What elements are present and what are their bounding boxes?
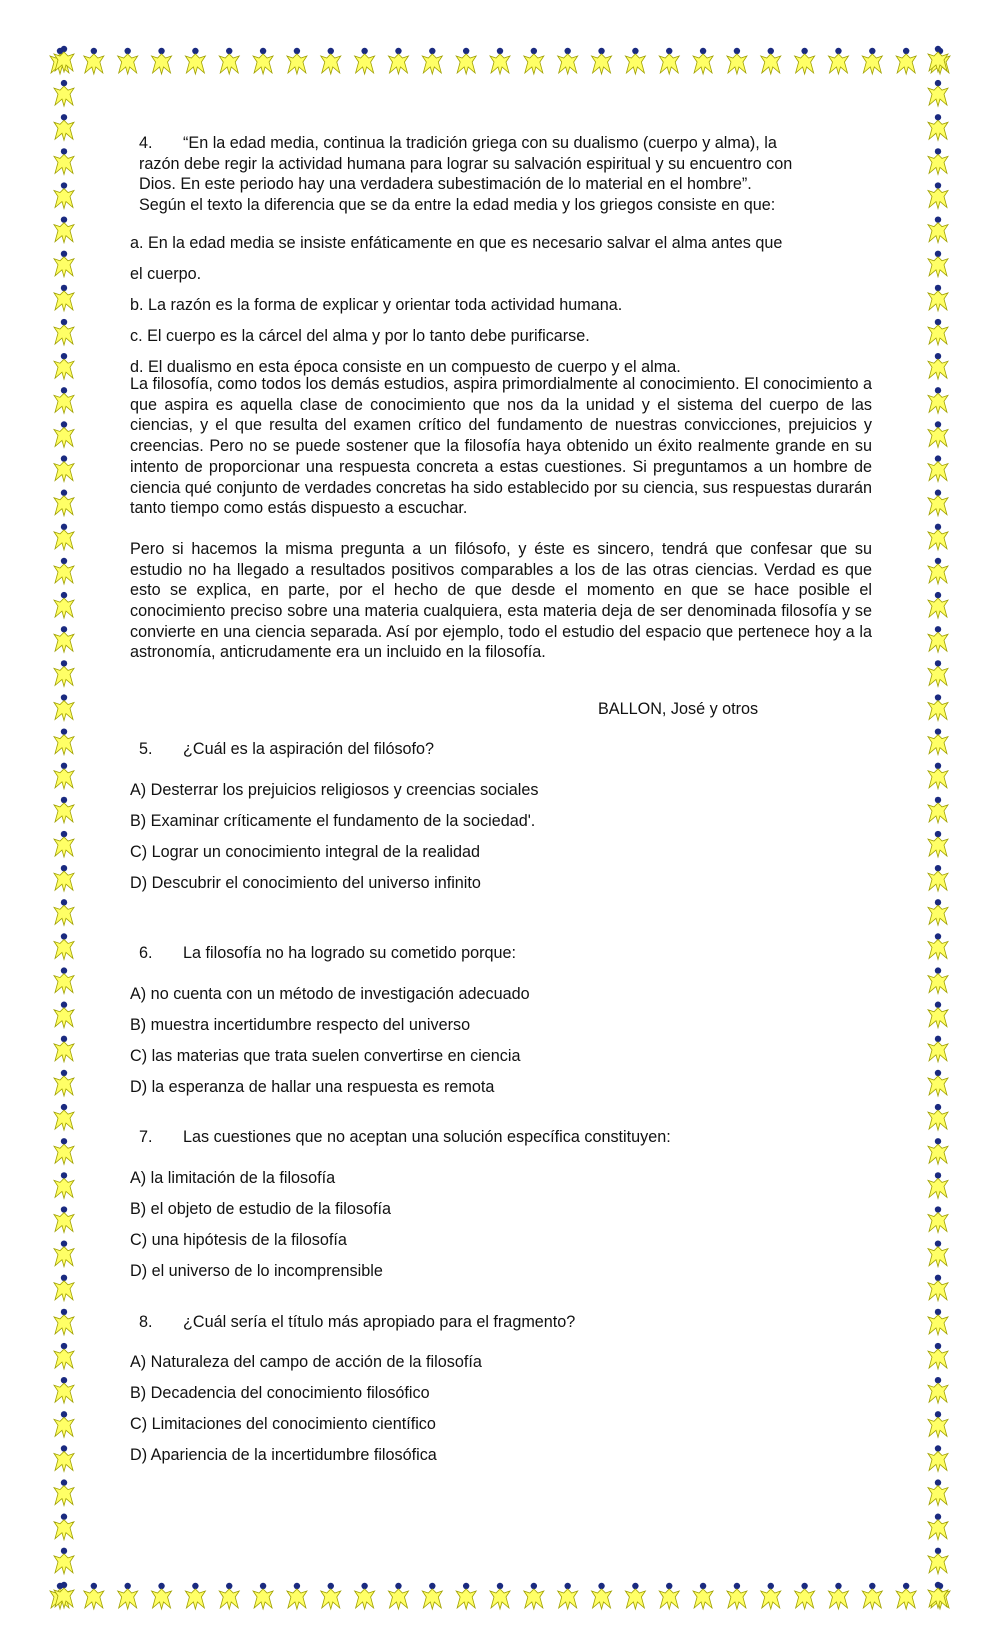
question-4-option-a-cont: el cuerpo. xyxy=(130,265,202,283)
star-figure-icon xyxy=(592,48,612,74)
star-figure-icon xyxy=(928,353,948,379)
star-figure-icon xyxy=(659,1583,679,1609)
question-7-number: 7. xyxy=(139,1128,153,1146)
star-figure-icon xyxy=(54,490,74,516)
question-5-number: 5. xyxy=(139,740,153,758)
question-4-option-b[interactable]: b. La razón es la forma de explicar y orientar toda actividad humana. xyxy=(130,296,623,314)
star-figure-icon xyxy=(928,1377,948,1403)
question-8-option-c[interactable]: C) Limitaciones del conocimiento científico xyxy=(130,1415,436,1433)
star-figure-icon xyxy=(761,1583,781,1609)
star-figure-icon xyxy=(54,899,74,925)
star-figure-icon xyxy=(152,48,172,74)
question-6-option-c[interactable]: C) las materias que trata suelen convertirse en ciencia xyxy=(130,1047,521,1065)
star-figure-icon xyxy=(54,1445,74,1471)
question-8-number: 8. xyxy=(139,1313,153,1331)
star-figure-icon xyxy=(928,1240,948,1266)
star-figure-icon xyxy=(928,626,948,652)
question-6-option-d[interactable]: D) la esperanza de hallar una respuesta es remota xyxy=(130,1078,495,1096)
star-figure-icon xyxy=(185,48,205,74)
question-7-option-a[interactable]: A) la limitación de la filosofía xyxy=(130,1169,336,1187)
star-figure-icon xyxy=(54,728,74,754)
star-figure-icon xyxy=(54,251,74,277)
star-figure-icon xyxy=(928,490,948,516)
question-4-option-d[interactable]: d. El dualismo en esta época consiste en un compuesto de cuerpo y el alma. xyxy=(130,358,681,376)
star-figure-icon xyxy=(928,899,948,925)
star-figure-icon xyxy=(625,48,645,74)
star-figure-icon xyxy=(928,694,948,720)
question-8-option-d[interactable]: D) Apariencia de la incertidumbre filosófica xyxy=(130,1446,437,1464)
star-figure-icon xyxy=(50,48,70,74)
star-figure-icon xyxy=(928,865,948,891)
star-figure-icon xyxy=(54,1104,74,1130)
star-figure-icon xyxy=(928,251,948,277)
star-figure-icon xyxy=(928,763,948,789)
star-figure-icon xyxy=(54,216,74,242)
star-figure-icon xyxy=(388,1583,408,1609)
star-figure-icon xyxy=(524,48,544,74)
star-figure-icon xyxy=(558,1583,578,1609)
question-8-option-b[interactable]: B) Decadencia del conocimiento filosófico xyxy=(130,1384,430,1402)
star-figure-icon xyxy=(287,48,307,74)
question-8-text: ¿Cuál sería el título más apropiado para el fragmento? xyxy=(183,1313,576,1331)
star-figure-icon xyxy=(795,1583,815,1609)
star-figure-icon xyxy=(928,1411,948,1437)
question-5-option-b[interactable]: B) Examinar críticamente el fundamento de la sociedad'. xyxy=(130,812,536,830)
page-border-top xyxy=(40,38,960,82)
star-figure-icon xyxy=(54,46,74,72)
star-figure-icon xyxy=(928,728,948,754)
star-figure-icon xyxy=(54,1036,74,1062)
question-7-option-d[interactable]: D) el universo de lo incomprensible xyxy=(130,1262,383,1280)
star-figure-icon xyxy=(928,1002,948,1028)
star-figure-icon xyxy=(930,48,950,74)
star-figure-icon xyxy=(928,933,948,959)
question-5-option-a[interactable]: A) Desterrar los prejuicios religiosos y creencias sociales xyxy=(130,781,539,799)
star-figure-icon xyxy=(54,1309,74,1335)
star-figure-icon xyxy=(54,592,74,618)
reading-paragraph-2: Pero si hacemos la misma pregunta a un filósofo, y éste es sincero, tendrá que confesar que su estudio no ha llegado a resultados positivos comparables a los de las otras ciencias. Verdad es que esto se explica, en parte, por el hecho de que desde el momento en que se hace posible el conocimiento preciso sobre una materia cualquiera, esta materia deja de ser denominada filosofía y se convierte en una ciencia separada. Así por ejemplo, todo el estudio del espacio que pertenece hoy a la astronomía, anticrudamente era un incluido en la filosofía. xyxy=(130,539,872,662)
question-4-option-c[interactable]: c. El cuerpo es la cárcel del alma y por lo tanto debe purificarse. xyxy=(130,327,590,345)
question-4-options xyxy=(130,233,782,388)
question-7-text: Las cuestiones que no aceptan una solución específica constituyen: xyxy=(183,1128,671,1146)
question-4-line-1: “En la edad media, continua la tradición griega con su dualismo (cuerpo y alma), la xyxy=(183,134,777,152)
star-figure-icon xyxy=(928,46,948,72)
question-8-option-a[interactable]: A) Naturaleza del campo de acción de la filosofía xyxy=(130,1353,482,1371)
star-figure-icon xyxy=(592,1583,612,1609)
star-figure-icon xyxy=(456,48,476,74)
star-figure-icon xyxy=(727,48,747,74)
star-figure-icon xyxy=(84,1583,104,1609)
star-figure-icon xyxy=(54,797,74,823)
star-figure-icon xyxy=(928,1582,948,1608)
star-figure-icon xyxy=(54,285,74,311)
star-figure-icon xyxy=(50,1583,70,1609)
question-7 xyxy=(130,1127,872,1148)
star-figure-icon xyxy=(54,694,74,720)
star-figure-icon xyxy=(54,1479,74,1505)
star-figure-icon xyxy=(185,1583,205,1609)
star-figure-icon xyxy=(490,1583,510,1609)
star-figure-icon xyxy=(928,1206,948,1232)
star-figure-icon xyxy=(54,1343,74,1369)
question-4-line-2: razón debe regir la actividad humana para lograr su salvación espiritual y su encuentro con xyxy=(139,154,793,173)
star-figure-icon xyxy=(930,1583,950,1609)
star-figure-icon xyxy=(54,319,74,345)
star-figure-icon xyxy=(219,48,239,74)
star-figure-icon xyxy=(928,455,948,481)
question-4 xyxy=(130,133,872,216)
question-5-options xyxy=(130,780,538,904)
star-figure-icon xyxy=(54,1172,74,1198)
star-figure-icon xyxy=(625,1583,645,1609)
star-figure-icon xyxy=(896,1583,916,1609)
question-7-option-b[interactable]: B) el objeto de estudio de la filosofía xyxy=(130,1200,391,1218)
star-figure-icon xyxy=(54,660,74,686)
star-figure-icon xyxy=(727,1583,747,1609)
question-4-line-3: Dios. En este periodo hay una verdadera subestimación de lo material en el hombre”. xyxy=(139,175,752,194)
star-figure-icon xyxy=(828,1583,848,1609)
star-figure-icon xyxy=(152,1583,172,1609)
star-figure-icon xyxy=(928,524,948,550)
star-figure-icon xyxy=(54,421,74,447)
reading-author: BALLON, José y otros xyxy=(598,700,759,718)
star-figure-icon xyxy=(928,1172,948,1198)
star-figure-icon xyxy=(456,1583,476,1609)
question-6 xyxy=(130,943,872,964)
star-figure-icon xyxy=(659,48,679,74)
star-figure-icon xyxy=(928,80,948,106)
star-figure-icon xyxy=(54,933,74,959)
star-figure-icon xyxy=(928,285,948,311)
star-figure-icon xyxy=(928,1104,948,1130)
star-figure-icon xyxy=(422,48,442,74)
star-figure-icon xyxy=(928,216,948,242)
page-border-left xyxy=(44,38,84,1618)
star-figure-icon xyxy=(253,1583,273,1609)
star-figure-icon xyxy=(54,353,74,379)
question-7-options xyxy=(130,1168,391,1292)
star-figure-icon xyxy=(355,48,375,74)
star-figure-icon xyxy=(928,1309,948,1335)
question-8 xyxy=(130,1312,872,1333)
star-figure-icon xyxy=(928,660,948,686)
star-figure-icon xyxy=(928,1070,948,1096)
star-figure-icon xyxy=(54,865,74,891)
star-figure-icon xyxy=(54,114,74,140)
question-5-option-d[interactable]: D) Descubrir el conocimiento del universo infinito xyxy=(130,874,481,892)
star-figure-icon xyxy=(54,626,74,652)
question-5 xyxy=(130,739,872,760)
star-figure-icon xyxy=(54,387,74,413)
question-4-option-a[interactable]: a. En la edad media se insiste enfáticamente en que es necesario salvar el alma antes que xyxy=(130,234,783,252)
star-figure-icon xyxy=(54,80,74,106)
star-figure-icon xyxy=(928,831,948,857)
star-figure-icon xyxy=(928,182,948,208)
question-4-number: 4. xyxy=(139,134,153,152)
star-figure-icon xyxy=(321,1583,341,1609)
star-figure-icon xyxy=(693,1583,713,1609)
question-6-option-a[interactable]: A) no cuenta con un método de investigación adecuado xyxy=(130,985,530,1003)
star-figure-icon xyxy=(928,1275,948,1301)
reading-paragraph-1: La filosofía, como todos los demás estudios, aspira primordialmente al conocimiento. El conocimiento a que aspira es aquella clase de conocimiento que nos da la unidad y el sistema del cuerpo de las ciencias, y el que resulta del examen crítico del fundamento de nuestras convicciones, prejuicios y creencias. Pero no se puede sostener que la filosofía haya obtenido un éxito realmente grande en su intento de proporcionar una respuesta concreta a estas cuestiones. Si preguntamos a un hombre de ciencia qué conjunto de verdades concretas ha sido establecido por su ciencia, sus respuestas durarán tanto tiempo como estás dispuesto a escuchar. xyxy=(130,375,872,518)
star-figure-icon xyxy=(928,797,948,823)
star-figure-icon xyxy=(219,1583,239,1609)
star-figure-icon xyxy=(118,48,138,74)
star-figure-icon xyxy=(928,1479,948,1505)
star-figure-icon xyxy=(828,48,848,74)
star-figure-icon xyxy=(54,1377,74,1403)
star-figure-icon xyxy=(54,1548,74,1574)
question-7-option-c[interactable]: C) una hipótesis de la filosofía xyxy=(130,1231,347,1249)
star-figure-icon xyxy=(761,48,781,74)
star-figure-icon xyxy=(524,1583,544,1609)
star-figure-icon xyxy=(928,387,948,413)
star-figure-icon xyxy=(928,148,948,174)
star-figure-icon xyxy=(928,114,948,140)
star-figure-icon xyxy=(928,1514,948,1540)
star-figure-icon xyxy=(54,1070,74,1096)
star-figure-icon xyxy=(54,1138,74,1164)
star-figure-icon xyxy=(862,1583,882,1609)
question-6-options xyxy=(130,984,530,1108)
star-figure-icon xyxy=(896,48,916,74)
star-figure-icon xyxy=(928,1343,948,1369)
star-figure-icon xyxy=(84,48,104,74)
star-figure-icon xyxy=(795,48,815,74)
question-5-text: ¿Cuál es la aspiración del filósofo? xyxy=(183,740,435,758)
reading-passage xyxy=(130,374,872,663)
star-figure-icon xyxy=(928,558,948,584)
star-figure-icon xyxy=(118,1583,138,1609)
star-figure-icon xyxy=(54,967,74,993)
question-6-number: 6. xyxy=(139,944,153,962)
star-figure-icon xyxy=(54,831,74,857)
star-figure-icon xyxy=(54,524,74,550)
star-figure-icon xyxy=(287,1583,307,1609)
star-figure-icon xyxy=(928,1548,948,1574)
star-figure-icon xyxy=(54,558,74,584)
star-figure-icon xyxy=(928,421,948,447)
star-figure-icon xyxy=(928,967,948,993)
star-figure-icon xyxy=(54,1002,74,1028)
page-border-right xyxy=(918,38,958,1618)
question-4-line-4: Según el texto la diferencia que se da entre la edad media y los griegos consiste en que: xyxy=(139,196,776,215)
star-figure-icon xyxy=(253,48,273,74)
question-8-options xyxy=(130,1352,482,1476)
question-6-option-b[interactable]: B) muestra incertidumbre respecto del universo xyxy=(130,1016,471,1034)
star-figure-icon xyxy=(54,148,74,174)
question-6-text: La filosofía no ha logrado su cometido porque: xyxy=(183,944,516,962)
page-border-bottom xyxy=(40,1573,960,1617)
star-figure-icon xyxy=(54,182,74,208)
star-figure-icon xyxy=(693,48,713,74)
star-figure-icon xyxy=(355,1583,375,1609)
star-figure-icon xyxy=(388,48,408,74)
star-figure-icon xyxy=(54,763,74,789)
star-figure-icon xyxy=(928,592,948,618)
star-figure-icon xyxy=(928,1036,948,1062)
star-figure-icon xyxy=(862,48,882,74)
star-figure-icon xyxy=(54,455,74,481)
star-figure-icon xyxy=(928,1445,948,1471)
star-figure-icon xyxy=(928,1138,948,1164)
star-figure-icon xyxy=(490,48,510,74)
star-figure-icon xyxy=(54,1411,74,1437)
star-figure-icon xyxy=(321,48,341,74)
star-figure-icon xyxy=(54,1206,74,1232)
star-figure-icon xyxy=(54,1514,74,1540)
star-figure-icon xyxy=(928,319,948,345)
star-figure-icon xyxy=(558,48,578,74)
star-figure-icon xyxy=(54,1240,74,1266)
star-figure-icon xyxy=(54,1275,74,1301)
question-5-option-c[interactable]: C) Lograr un conocimiento integral de la realidad xyxy=(130,843,481,861)
star-figure-icon xyxy=(54,1582,74,1608)
star-figure-icon xyxy=(422,1583,442,1609)
